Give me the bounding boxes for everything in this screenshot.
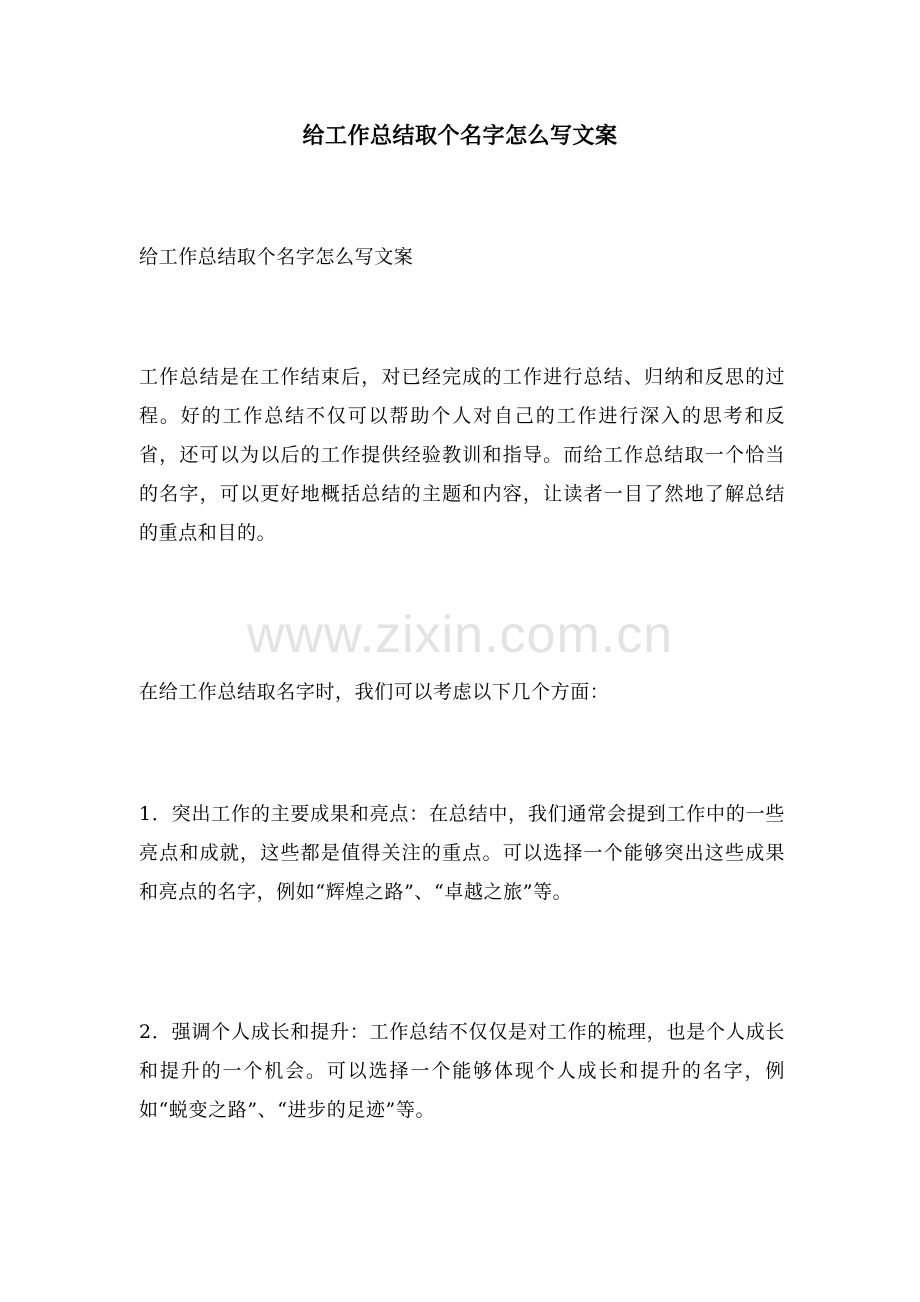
list-item-2: 2．强调个人成长和提升：工作总结不仅仅是对工作的梳理，也是个人成长和提升的一个机会。可以选择一个能够体现个人成长和提升的名字，例如“蜕变之路”、“进步的足迹”等。 [139,1021,785,1121]
list-item-1: 1．突出工作的主要成果和亮点：在总结中，我们通常会提到工作中的一些亮点和成就，这些都是值得关注的重点。可以选择一个能够突出这些成果和亮点的名字，例如“辉煌之路”、“卓越之旅”等。 [139,803,785,903]
intro-paragraph: 工作总结是在工作结束后，对已经完成的工作进行总结、归纳和反思的过程。好的工作总结不仅可以帮助个人对自己的工作进行深入的思考和反省，还可以为以后的工作提供经验教训和指导。而给工作总结取一个恰当的名字，可以更好地概括总结的主题和内容，让读者一目了然地了解总结的重点和目的。 [139,366,785,544]
watermark: www.zixin.com.cn [246,606,674,664]
document-title: 给工作总结取个名字怎么写文案 [302,123,618,149]
document-subtitle: 给工作总结取个名字怎么写文案 [139,246,414,268]
lead-paragraph: 在给工作总结取名字时，我们可以考虑以下几个方面： [139,681,610,703]
